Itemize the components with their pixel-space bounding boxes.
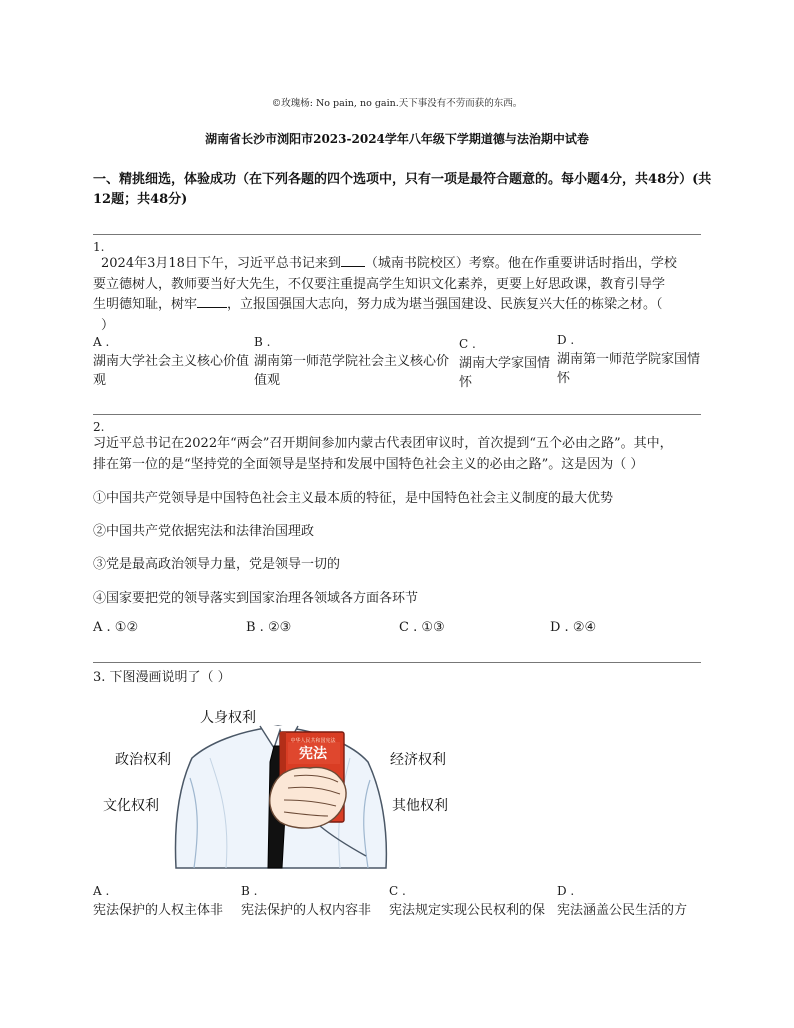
q1-option-c[interactable] xyxy=(459,335,557,392)
q3-stem: 3. 下图漫画说明了（ ） xyxy=(93,670,231,685)
q3-option-b[interactable] xyxy=(241,882,383,920)
option-text: 湖南第一师范学院家国情怀 xyxy=(557,352,701,386)
label-personal-rights: 人身权利 xyxy=(200,710,256,726)
option-text: 宪法保护的人权主体非 xyxy=(93,903,224,918)
constitution-cartoon xyxy=(170,718,392,870)
option-text: 湖南大学社会主义核心价值观 xyxy=(93,354,250,388)
q1-option-a[interactable] xyxy=(93,333,249,390)
exam-title: 湖南省长沙市浏阳市2023-2024学年八年级下学期道德与法治期中试卷 xyxy=(205,132,589,146)
option-text: 宪法规定实现公民权利的保 xyxy=(389,903,546,918)
divider-q3 xyxy=(93,662,701,663)
section-heading: 一、精挑细选，体验成功（在下列各题的四个选项中，只有一项是最符合题意的。每小题4分，共48分）(共12题；共48分) xyxy=(93,172,712,207)
q1-number: 1. xyxy=(93,240,105,254)
q1-option-b[interactable] xyxy=(254,333,450,390)
q2-option-d[interactable]: D . ②④ xyxy=(550,620,597,635)
option-letter: B . xyxy=(241,884,258,898)
divider-q1 xyxy=(93,234,701,235)
q3-option-d[interactable] xyxy=(557,882,701,920)
option-text: 湖南第一师范学院社会主义核心价值观 xyxy=(254,354,450,388)
q1-stem-line4: ） xyxy=(101,317,115,333)
q2-statement-4: ④国家要把党的领导落实到国家治理各领域各方面各环节 xyxy=(93,591,419,606)
option-letter: C . xyxy=(459,337,476,351)
q2-option-b[interactable]: B . ②③ xyxy=(246,620,292,635)
q2-option-c[interactable]: C . ①③ xyxy=(399,620,445,635)
q2-statement-3: ③党是最高政治领导力量，党是领导一切的 xyxy=(93,557,341,572)
option-letter: D . xyxy=(557,333,575,347)
q1-stem-line3: 生明德知耻，树牢 ，立报国强国大志向，努力成为堪当强国建设、民族复兴大任的栋梁之材。（ xyxy=(93,297,663,312)
option-text: 宪法保护的人权内容非 xyxy=(241,903,372,918)
q1-stem-line2: 要立德树人，教师要当好大先生，不仅要注重提高学生知识文化素养，更要上好思政课，教育引导学 xyxy=(93,276,666,292)
book-subtitle: 中华人民共和国宪法 xyxy=(290,738,336,744)
q2-statement-2: ②中国共产党依据宪法和法律治国理政 xyxy=(93,524,315,539)
label-political-rights: 政治权利 xyxy=(115,752,171,768)
option-letter: B . xyxy=(254,335,271,349)
q3-option-a[interactable] xyxy=(93,882,235,920)
book-title: 宪法 xyxy=(299,746,327,762)
option-letter: D . xyxy=(557,884,575,898)
option-letter: A . xyxy=(93,335,110,349)
label-other-rights: 其他权利 xyxy=(392,798,448,814)
option-letter: A . xyxy=(93,884,110,898)
q1-option-d[interactable] xyxy=(557,331,701,388)
q2-stem-line1: 习近平总书记在2022年“两会”召开期间参加内蒙古代表团审议时，首次提到“五个必由之路”。其中， xyxy=(93,436,673,451)
label-economic-rights: 经济权利 xyxy=(390,752,446,768)
header-motto: ©玫瑰杨: No pain, no gain.天下事没有不劳而获的东西。 xyxy=(271,98,523,109)
q3-option-c[interactable] xyxy=(389,882,555,920)
q1-blank-1 xyxy=(341,255,365,267)
q2-number: 2. xyxy=(93,420,105,434)
option-letter: C . xyxy=(389,884,406,898)
q1-stem-line1: 2024年3月18日下午，习近平总书记来到 （城南书院校区）考察。他在作重要讲话时指出，学校 xyxy=(101,256,677,271)
option-text: 湖南大学家国情怀 xyxy=(459,356,551,390)
q2-option-a[interactable]: A . ①② xyxy=(93,620,139,635)
q2-statement-1: ①中国共产党领导是中国特色社会主义最本质的特征，是中国特色社会主义制度的最大优势 xyxy=(93,491,614,506)
q2-stem xyxy=(93,434,701,475)
label-cultural-rights: 文化权利 xyxy=(103,798,159,814)
q1-stem xyxy=(93,254,701,336)
q1-blank-2 xyxy=(197,296,227,308)
divider-q2 xyxy=(93,414,701,415)
q2-stem-line2: 排在第一位的是“坚持党的全面领导是坚持和发展中国特色社会主义的必由之路”。这是因为（ ） xyxy=(93,456,644,472)
option-text: 宪法涵盖公民生活的方 xyxy=(557,903,688,918)
